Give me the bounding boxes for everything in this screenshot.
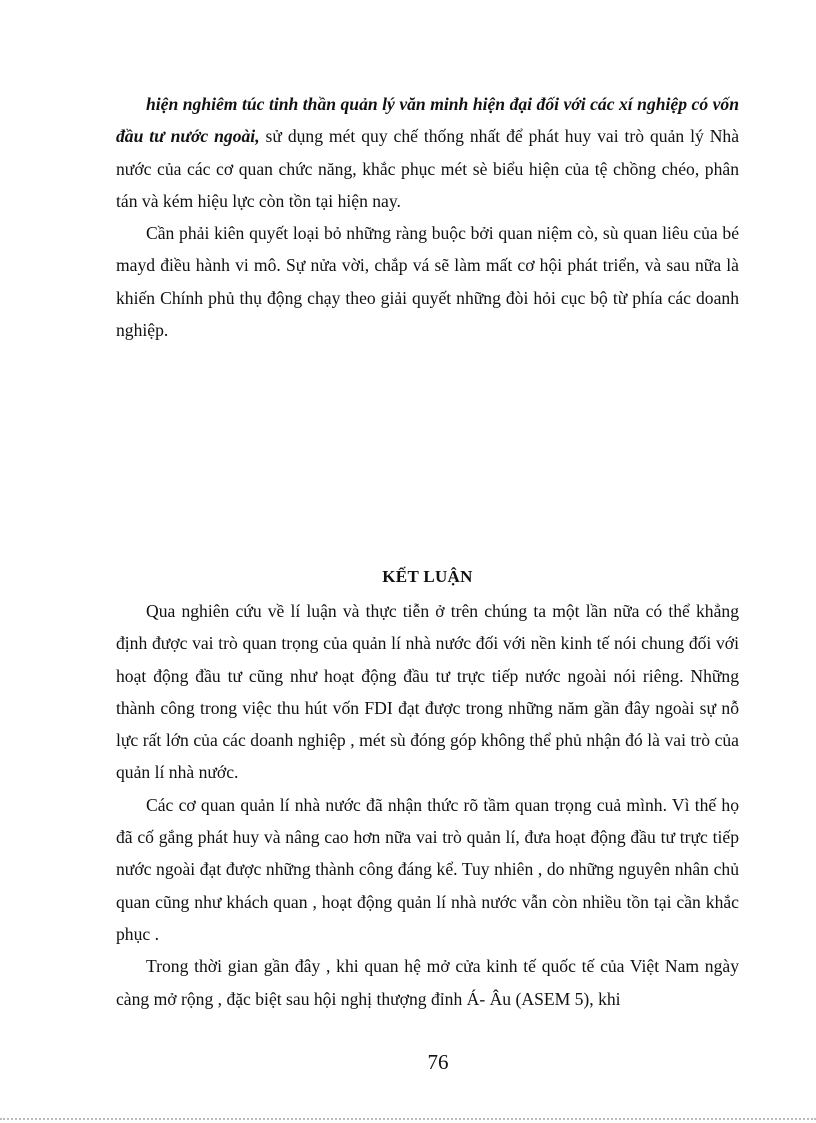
paragraph-conclusion-3: Trong thời gian gần đây , khi quan hệ mở cửa kinh tế quốc tế của Việt Nam ngày càng mở rộng , đặc biệt sau hội nghị thượng đỉnh Á- Âu (ASEM 5), khi (116, 956, 739, 1009)
bottom-dotted-divider (0, 1118, 816, 1120)
paragraph-conclusion-2: Các cơ quan quản lí nhà nước đã nhận thức rõ tầm quan trọng cuả mình. Vì thế họ đã cố gắng phát huy và nâng cao hơn nữa vai trò quản lí, đưa hoạt động đầu tư trực tiếp nước ngoài đạt được những thành công đáng kể. Tuy nhiên , do những nguyên nhân chủ quan cũng như khách quan , hoạt động quản lí nhà nước vẫn còn nhiều tồn tại cần khắc phục . (116, 794, 739, 944)
top-text-section (116, 88, 739, 346)
paragraph-conclusion-1: Qua nghiên cứu về lí luận và thực tiễn ở trên chúng ta một lần nữa có thể khẳng định được vai trò quan trọng của quản lí nhà nước đối với nền kinh tế nói chung đối với hoạt động đầu tư cũng như hoạt động đầu tư trực tiếp nước ngoài nói riêng. Những thành công trong việc thu hút vốn FDI đạt được trong những năm gần đây ngoài sự nỗ lực rất lớn của các doanh nghiệp , mét sù đóng góp không thể phủ nhận đó là vai trò của quản lí nhà nước. (116, 601, 739, 783)
bold-italic-phrase: hiện nghiêm túc tinh thần quản lý văn minh hiện đại đối với các xí nghiệp có vốn đầu tư nước ngoài, (116, 94, 739, 147)
paragraph-text: sử dụng mét quy chế thống nhất để phát huy vai trò quản lý Nhà nước của các cơ quan chức năng, khắc phục mét sè biểu hiện của tệ chồng chéo, phân tán và kém hiệu lực còn tồn tại hiện nay. (116, 126, 740, 211)
paragraph-remove-constraints: Cần phải kiên quyết loại bỏ những ràng buộc bởi quan niệm cò, sù quan liêu của bé mayd điều hành vi mô. Sự nửa vời, chắp vá sẽ làm mất cơ hội phát triển, và sau nữa là khiến Chính phủ thụ động chạy theo giải quyết những đòi hỏi cục bộ từ phía các doanh nghiệp. (116, 223, 739, 341)
page-number: 76 (427, 1050, 449, 1074)
paragraph-management-regulation (116, 88, 739, 217)
conclusion-heading: KẾT LUẬN (382, 567, 473, 586)
conclusion-text-section (116, 595, 739, 1015)
